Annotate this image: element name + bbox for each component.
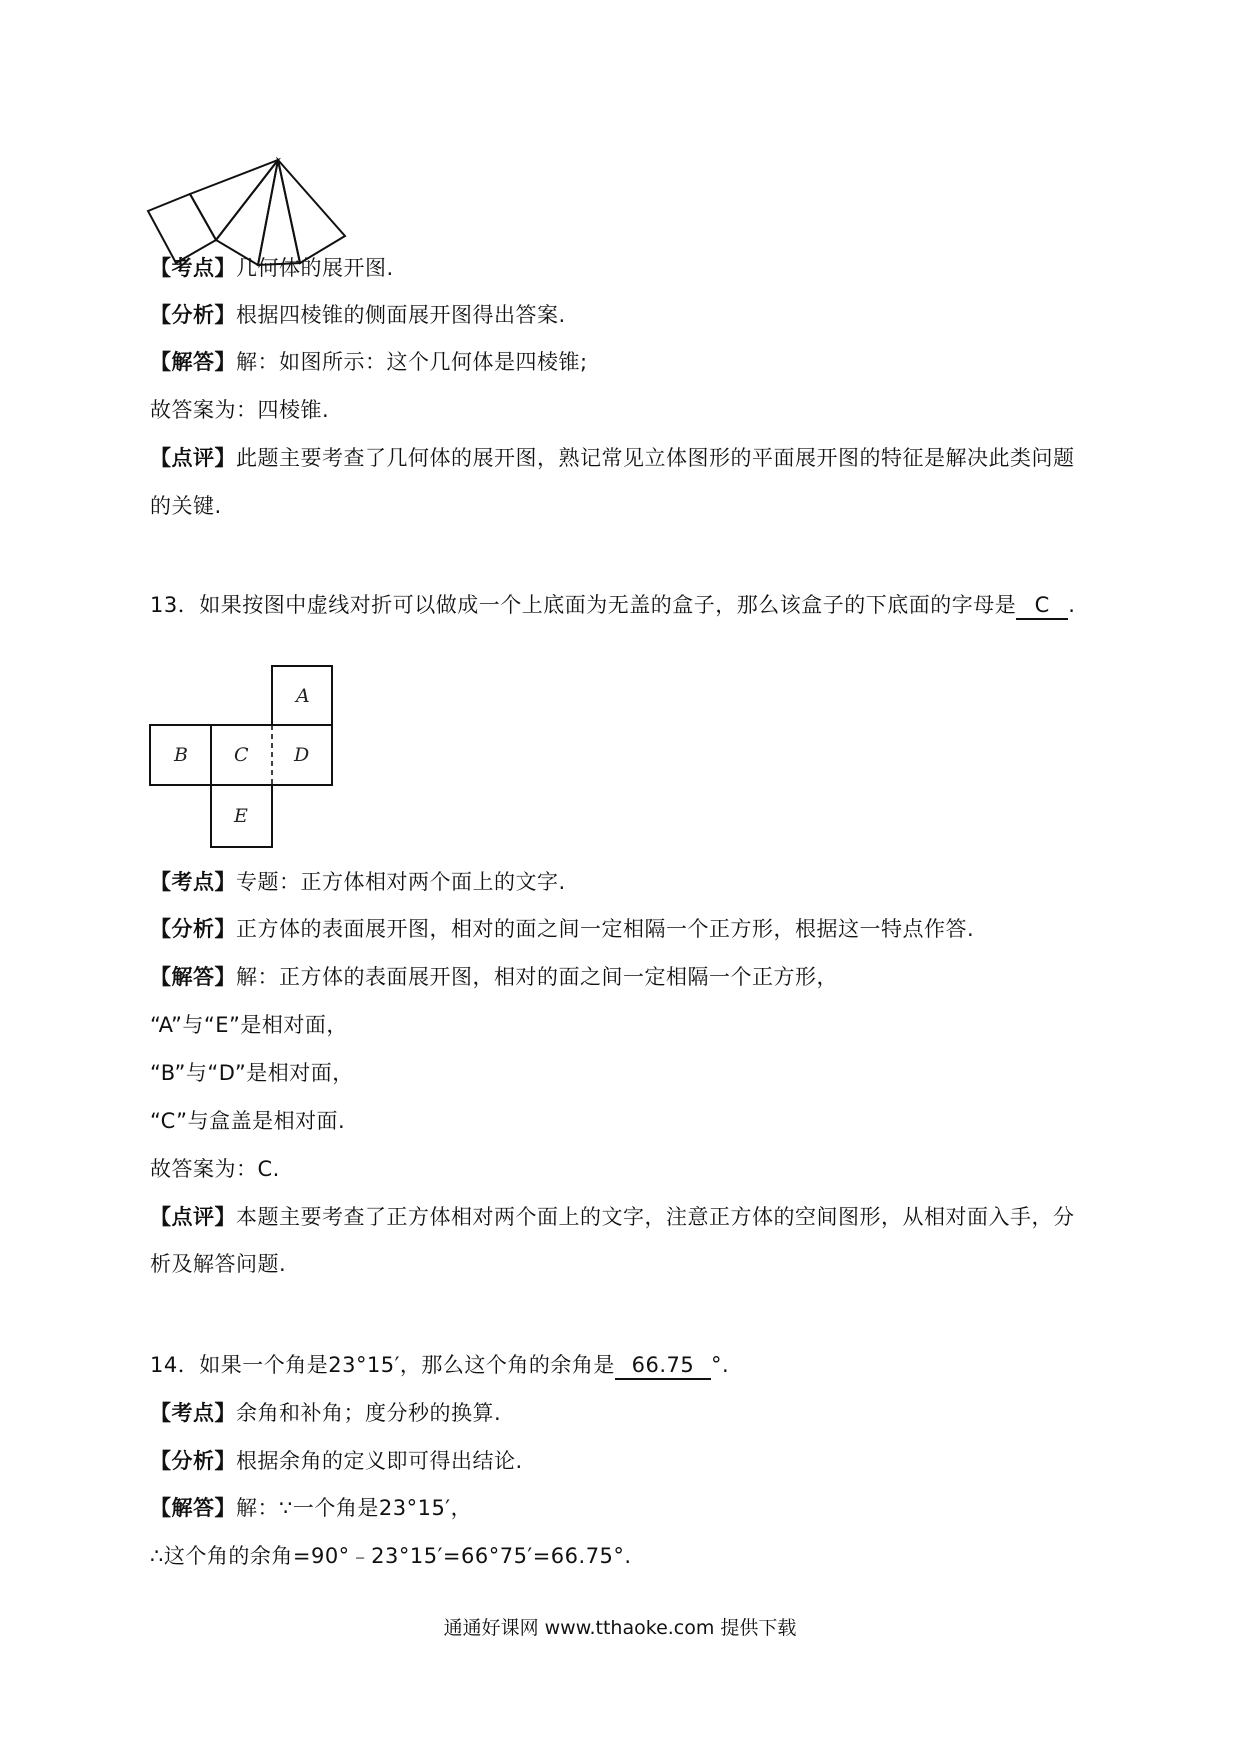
q13-question: 13．如果按图中虚线对折可以做成一个上底面为无盖的盒子，那么该盒子的下底面的字母是 C . — [150, 590, 1075, 620]
q13-dianping-line-2: 析及解答问题. — [150, 1252, 287, 1276]
q12-dianping-line-2: 的关键. — [150, 494, 222, 518]
q12-dianping-line-1: 【点评】此题主要考查了几何体的展开图，熟记常见立体图形的平面展开图的特征是解决此类问题 — [150, 446, 1075, 470]
q13-line-ae: “A”与“E”是相对面， — [150, 1013, 348, 1037]
net-label-d: D — [294, 744, 310, 766]
q14-answer-blank: 66.75 — [615, 1352, 711, 1380]
q14-fenxi-line: 【分析】根据余角的定义即可得出结论. — [150, 1449, 523, 1473]
q12-fenxi-line: 【分析】根据四棱锥的侧面展开图得出答案. — [150, 303, 566, 327]
net-label-a: A — [296, 685, 310, 707]
q13-line-bd: “B”与“D”是相对面， — [150, 1061, 354, 1085]
q12-kaodian-line: 【考点】几何体的展开图. — [150, 256, 394, 280]
q13-kaodian-line: 【考点】专题：正方体相对两个面上的文字. — [150, 870, 566, 894]
q13-line-c: “C”与盒盖是相对面. — [150, 1109, 346, 1133]
page-footer: 通通好课网 www.tthaoke.com 提供下载 — [443, 1617, 797, 1639]
q13-jieda-line: 【解答】解：正方体的表面展开图，相对的面之间一定相隔一个正方形， — [150, 965, 838, 989]
net-label-c: C — [234, 744, 249, 766]
net-label-e: E — [234, 805, 248, 827]
q13-answer-line: 故答案为：C. — [150, 1157, 280, 1181]
q12-jieda-line: 【解答】解：如图所示：这个几何体是四棱锥; — [150, 350, 588, 374]
q14-calc-line: ∴这个角的余角=90°﹣23°15′=66°75′=66.75°. — [150, 1544, 632, 1568]
q14-jieda-line: 【解答】解：∵一个角是23°15′， — [150, 1496, 473, 1520]
q12-answer-line: 故答案为：四棱锥. — [150, 398, 330, 422]
q14-kaodian-line: 【考点】余角和补角；度分秒的换算. — [150, 1401, 502, 1425]
q13-answer-blank: C — [1016, 592, 1068, 620]
cube-net-figure — [148, 664, 335, 850]
net-label-b: B — [174, 744, 188, 766]
q14-question: 14．如果一个角是23°15′，那么这个角的余角是 66.75 °. — [150, 1350, 729, 1380]
q13-dianping-line-1: 【点评】本题主要考查了正方体相对两个面上的文字，注意正方体的空间图形，从相对面入手，分 — [150, 1205, 1075, 1229]
q13-fenxi-line: 【分析】正方体的表面展开图，相对的面之间一定相隔一个正方形，根据这一特点作答. — [150, 917, 975, 941]
